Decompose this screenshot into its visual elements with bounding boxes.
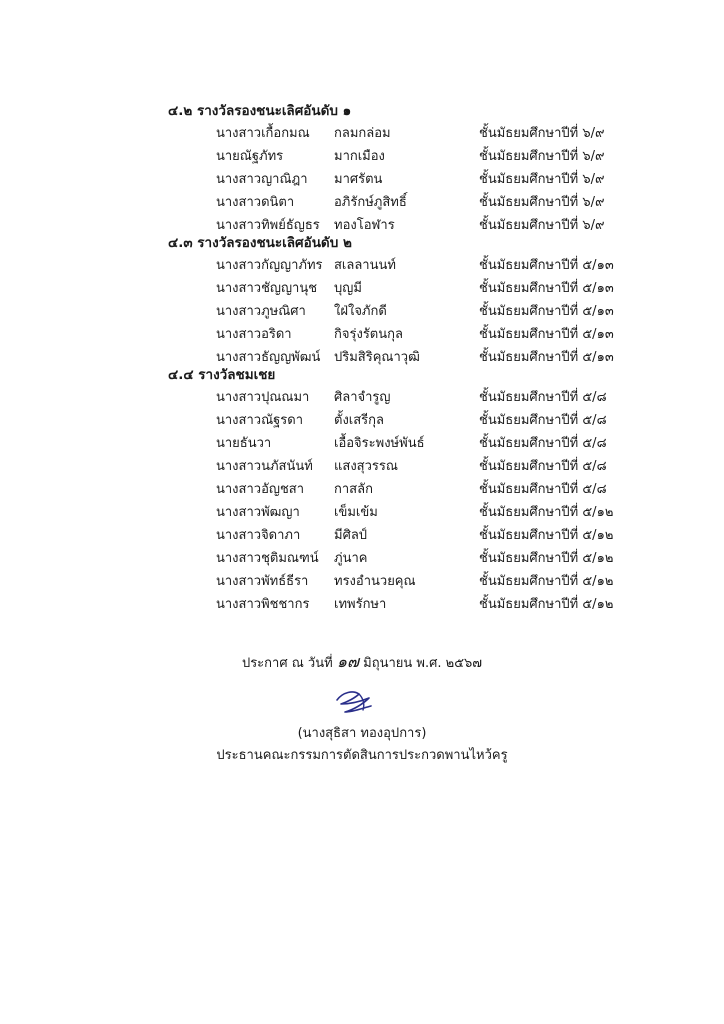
signer-position: ประธานคณะกรรมการตัดสินการประกวดพานไหว้ครู — [216, 748, 508, 763]
student-name: นางสาวทิพย์ธัญธร — [216, 218, 320, 233]
announcement-date — [0, 650, 724, 675]
student-surname: ปริมสิริคุณาวุฒิ — [334, 350, 420, 365]
student-surname: ทรงอำนวยคุณ — [334, 574, 416, 589]
section-title-4-3: ๔.๓ รางวัลรองชนะเลิศอันดับ ๒ — [168, 235, 352, 251]
student-surname: สเลลานนท์ — [334, 258, 396, 273]
list-item — [0, 147, 724, 170]
student-surname: เข็มเข้ม — [334, 505, 378, 520]
student-surname: ใฝ่ใจภักดี — [334, 304, 387, 319]
signer-name: (นางสุธิสา ทองอุปการ) — [297, 726, 427, 741]
student-surname: มาศรัตน — [334, 172, 383, 187]
student-grade: ชั้นมัธยมศึกษาปีที่ ๕/๘ — [479, 413, 607, 428]
student-name: นางสาวชัญญานุช — [216, 281, 318, 296]
student-surname: อภิรักษ์ภูสิทธิ์ — [334, 195, 407, 210]
student-name: นางสาวณัฐรดา — [216, 413, 304, 428]
student-name: นางสาวนภัสนันท์ — [216, 459, 313, 474]
list-item — [0, 124, 724, 147]
student-name: นางสาวอริดา — [216, 327, 292, 342]
student-name: นายณัฐภัทร — [216, 149, 284, 164]
student-name: นางสาวอัญชสา — [216, 482, 305, 497]
list-item — [0, 595, 724, 618]
announcement-prefix: ประกาศ ณ วันที่ — [241, 656, 333, 671]
student-grade: ชั้นมัธยมศึกษาปีที่ ๖/๙ — [479, 195, 605, 210]
student-surname: มีศิลป์ — [334, 528, 368, 543]
student-surname: ตั้งเสรีกุล — [334, 413, 384, 428]
student-surname: มากเมือง — [334, 149, 385, 164]
student-surname: บุญมี — [334, 281, 362, 296]
student-grade: ชั้นมัธยมศึกษาปีที่ ๕/๘ — [479, 436, 607, 451]
list-item — [0, 457, 724, 480]
list-item — [0, 348, 724, 371]
list-item — [0, 480, 724, 503]
student-grade: ชั้นมัธยมศึกษาปีที่ ๕/๑๓ — [479, 258, 614, 273]
list-item — [0, 302, 724, 325]
student-grade: ชั้นมัธยมศึกษาปีที่ ๖/๙ — [479, 126, 605, 141]
list-item — [0, 256, 724, 279]
list-item — [0, 572, 724, 595]
student-grade: ชั้นมัธยมศึกษาปีที่ ๕/๑๒ — [479, 528, 614, 543]
student-surname: ทองโอฬาร — [334, 218, 395, 233]
student-name: นางสาวดนิตา — [216, 195, 295, 210]
student-grade: ชั้นมัธยมศึกษาปีที่ ๕/๘ — [479, 482, 607, 497]
student-grade: ชั้นมัธยมศึกษาปีที่ ๕/๑๒ — [479, 574, 614, 589]
student-grade: ชั้นมัธยมศึกษาปีที่ ๕/๑๓ — [479, 304, 614, 319]
student-name: นางสาวภูษณิศา — [216, 304, 306, 319]
student-surname: กิจรุ่งรัตนกุล — [334, 327, 403, 342]
student-name: นางสาวพิชชากร — [216, 597, 310, 612]
student-name: นางสาวธัญญพัฒน์ — [216, 350, 321, 365]
section-title-4-4: ๔.๔ รางวัลชมเชย — [168, 367, 276, 383]
signature-image — [333, 686, 375, 718]
student-surname: เทพรักษา — [334, 597, 387, 612]
list-item — [0, 170, 724, 193]
list-item — [0, 526, 724, 549]
student-grade: ชั้นมัธยมศึกษาปีที่ ๕/๑๒ — [479, 505, 614, 520]
student-surname: เอื้อจิระพงษ์พันธ์ — [334, 436, 425, 451]
list-item — [0, 216, 724, 239]
student-name: นางสาวญาณิฎา — [216, 172, 308, 187]
student-name: นางสาวปุณณมา — [216, 390, 310, 405]
student-name: นางสาวพัทธ์ธีรา — [216, 574, 309, 589]
student-grade: ชั้นมัธยมศึกษาปีที่ ๕/๑๓ — [479, 281, 614, 296]
student-surname: ภู่นาค — [334, 551, 368, 566]
student-grade: ชั้นมัธยมศึกษาปีที่ ๕/๑๒ — [479, 551, 614, 566]
list-item — [0, 279, 724, 302]
student-surname: ศิลาจำรูญ — [334, 390, 391, 405]
list-item — [0, 325, 724, 348]
student-name: นางสาวชุติมณฑน์ — [216, 551, 319, 566]
list-item — [0, 549, 724, 572]
student-name: นายธันวา — [216, 436, 272, 451]
student-grade: ชั้นมัธยมศึกษาปีที่ ๕/๑๒ — [479, 597, 614, 612]
student-grade: ชั้นมัธยมศึกษาปีที่ ๕/๑๓ — [479, 350, 614, 365]
announcement-day: ๑๗ — [336, 652, 359, 671]
student-surname: กลมกล่อม — [334, 126, 391, 141]
section-title-4-2: ๔.๒ รางวัลรองชนะเลิศอันดับ ๑ — [168, 103, 352, 119]
student-grade: ชั้นมัธยมศึกษาปีที่ ๕/๑๓ — [479, 327, 614, 342]
student-name: นางสาวกัญญาภัทร — [216, 258, 323, 273]
student-surname: กาสลัก — [334, 482, 373, 497]
student-grade: ชั้นมัธยมศึกษาปีที่ ๖/๙ — [479, 172, 605, 187]
student-grade: ชั้นมัธยมศึกษาปีที่ ๕/๘ — [479, 390, 607, 405]
student-grade: ชั้นมัธยมศึกษาปีที่ ๖/๙ — [479, 218, 605, 233]
list-item — [0, 411, 724, 434]
list-item — [0, 193, 724, 216]
student-name: นางสาวเกื้อกมณ — [216, 126, 310, 141]
list-item — [0, 434, 724, 457]
announcement-month-year: มิถุนายน พ.ศ. ๒๕๖๗ — [363, 656, 483, 671]
student-surname: แสงสุวรรณ — [334, 459, 398, 474]
student-name: นางสาวจิดาภา — [216, 528, 301, 543]
student-grade: ชั้นมัธยมศึกษาปีที่ ๕/๘ — [479, 459, 607, 474]
student-name: นางสาวพัฒญา — [216, 505, 300, 520]
list-item — [0, 503, 724, 526]
student-grade: ชั้นมัธยมศึกษาปีที่ ๖/๙ — [479, 149, 605, 164]
list-item — [0, 388, 724, 411]
